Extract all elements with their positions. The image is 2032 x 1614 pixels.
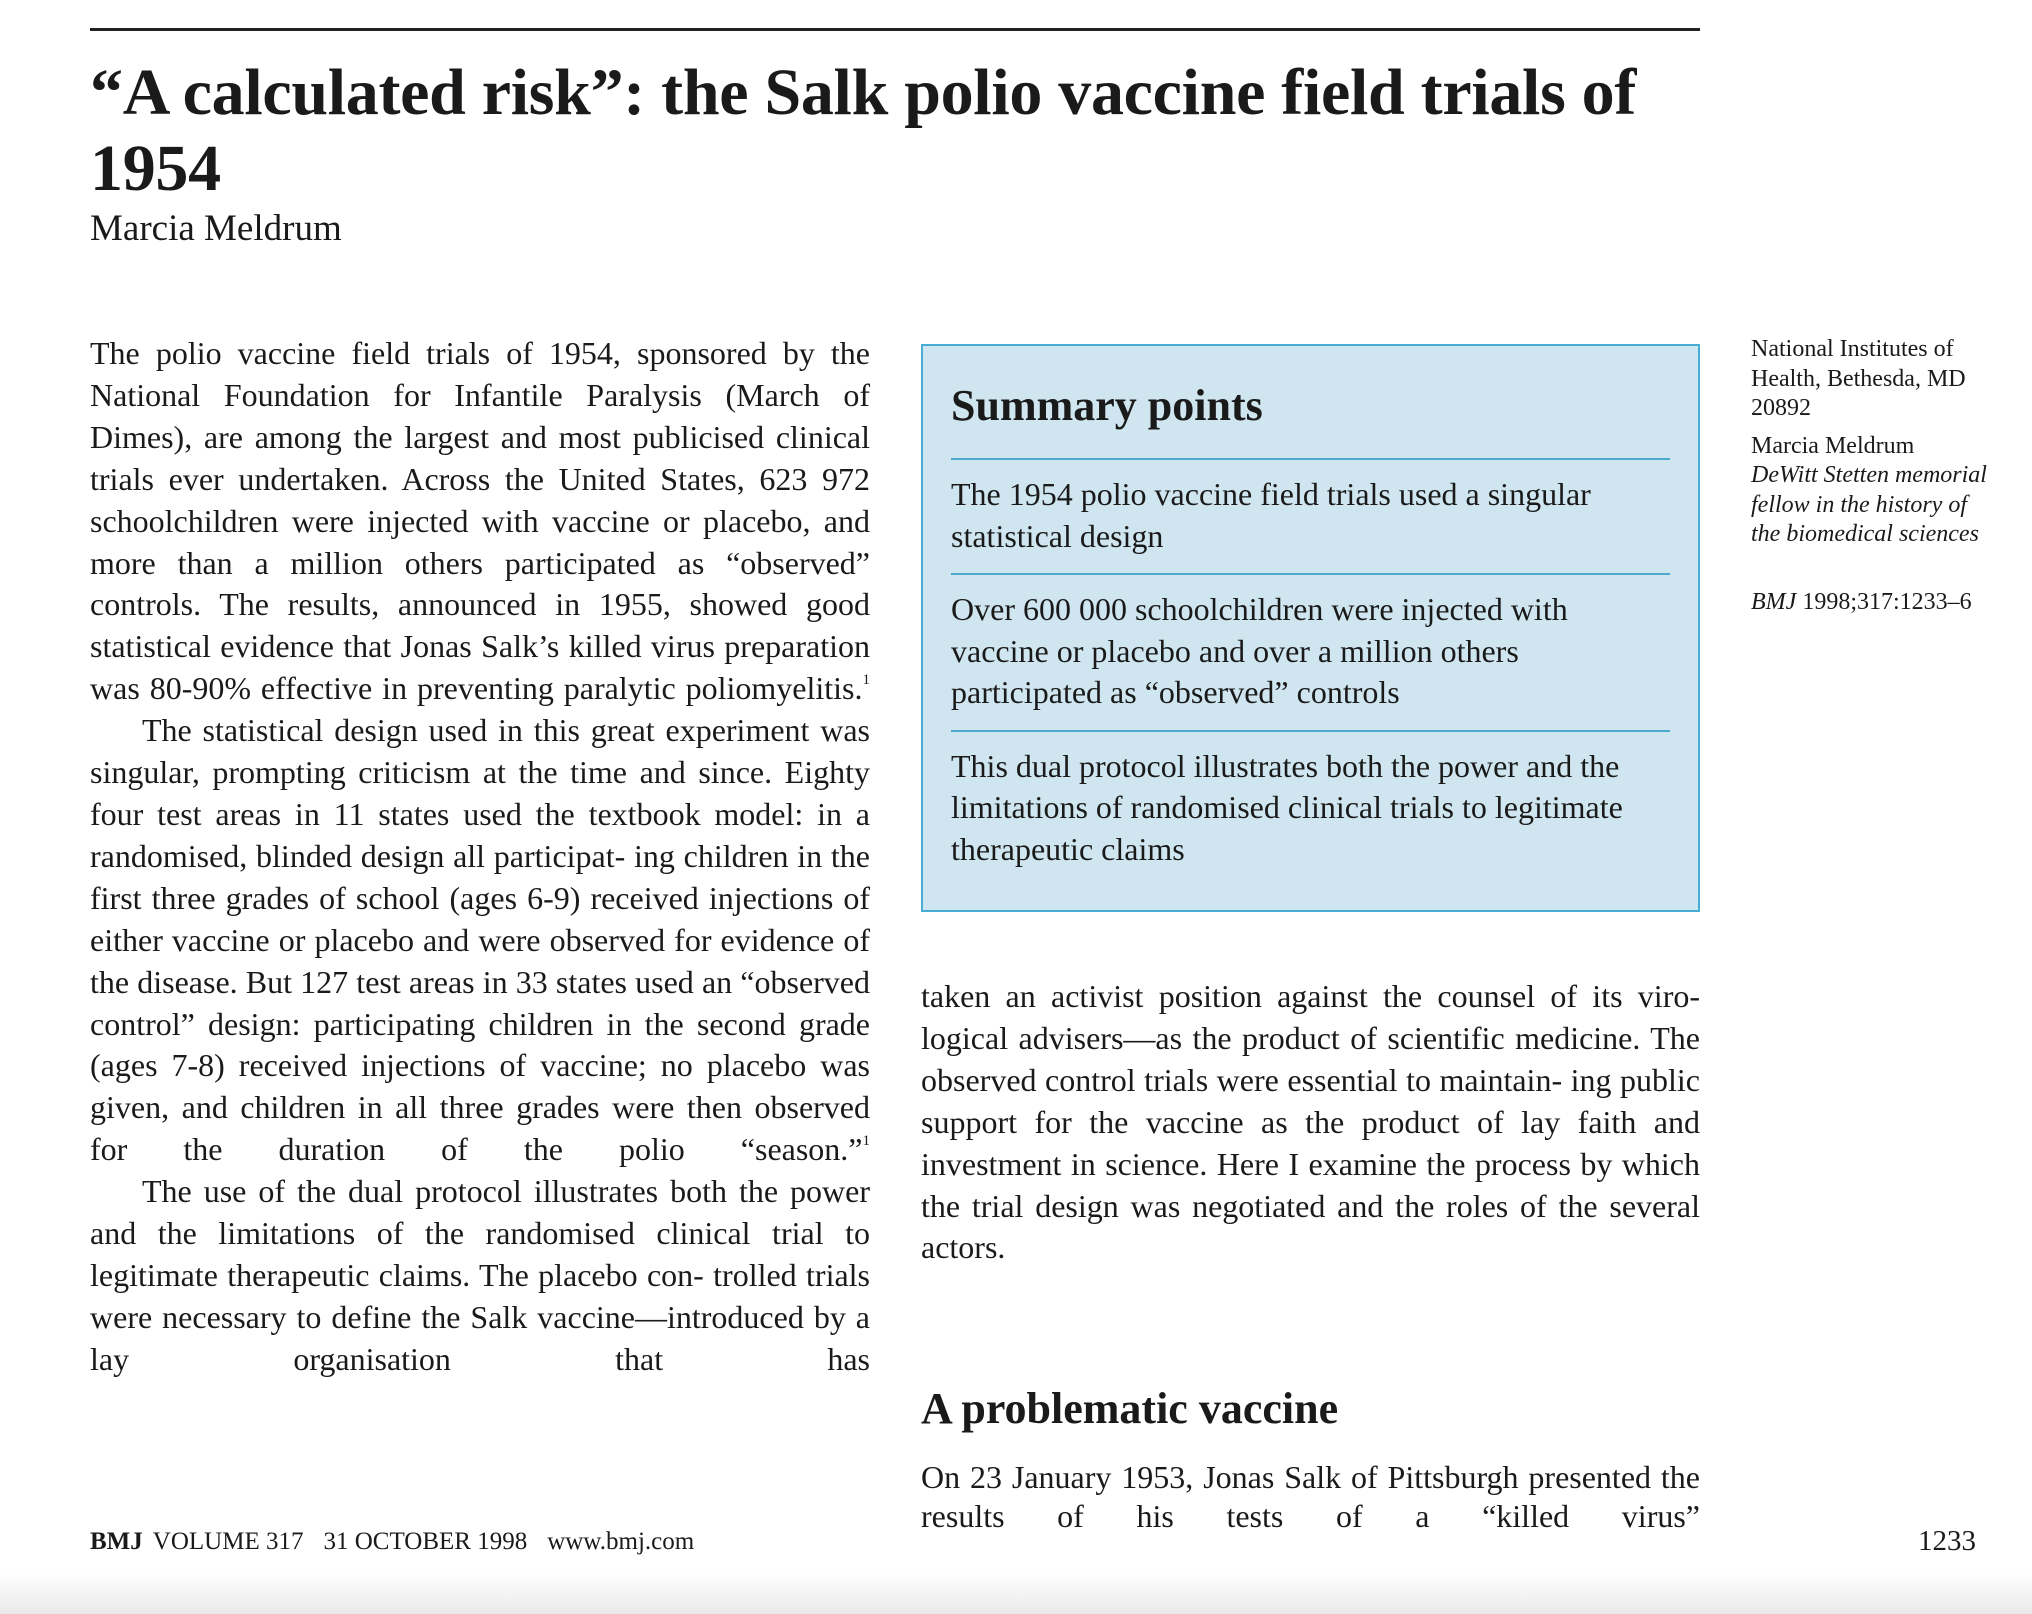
footer-journal: BMJ (90, 1528, 143, 1555)
body-paragraph-3: The use of the dual protocol illustrates both the power and the limitations of the randomised clinical trial to legitimate therapeutic claims. The placebo con- trolled trials were necessary to define the Salk vaccine—introduced by a lay organisation that has (90, 1173, 870, 1377)
body-paragraph-2 (90, 710, 870, 1171)
sidebar (1751, 335, 1991, 617)
summary-box (921, 344, 1700, 912)
article-author: Marcia Meldrum (90, 208, 342, 249)
summary-list (951, 458, 1670, 886)
page-bottom-shade (0, 1574, 2032, 1614)
citation-reference: 1998;317:1233–6 (1802, 588, 1972, 615)
footer-date: 31 OCTOBER 1998 (323, 1528, 528, 1555)
author-affiliation: National Institutes of Health, Bethesda, MD 20892 (1751, 336, 1966, 421)
body-paragraph-3-continued: taken an activist position against the counsel of its viro- logical advisers—as the product of scientific medicine. The observed control trials were essential to maintain- ing public support for the vaccine as the product of lay faith and investment in science. Here I examine the process by which the trial design was negotiated and the roles of the several actors. (921, 978, 1700, 1266)
summary-point: This dual protocol illustrates both the power and the limitations of randomised clinical trials to legitimate therapeutic claims (951, 730, 1670, 887)
page-number: 1233 (1918, 1525, 1976, 1557)
section-problematic-vaccine (921, 1384, 1700, 1536)
sidebar-author-role: DeWitt Stetten memorial fellow in the history of the biomedical sciences (1751, 462, 1987, 547)
footer-volume: VOLUME 317 (152, 1528, 304, 1555)
footer-website-link[interactable]: www.bmj.com (547, 1528, 695, 1555)
citation (1751, 588, 1991, 618)
summary-point: Over 600 000 schoolchildren were injected with vaccine or placebo and over a million others participated as “observed” controls (951, 573, 1670, 730)
reference-link[interactable]: 1 (862, 1133, 870, 1150)
citation-journal: BMJ (1751, 588, 1797, 615)
body-column-left (90, 333, 870, 1381)
sidebar-author-name: Marcia Meldrum (1751, 432, 1915, 459)
top-rule (90, 28, 1700, 31)
paragraph-text: The statistical design used in this great experiment was singular, prompting criticism at the time and since. Eighty four test areas in 11 states used the textbook model: in a randomised, blinded design all participat- ing children in the first three grades of school (ages 6-9) received injections of either vaccine or placebo and were observed for evidence of the disease. But 127 test areas in 33 states used an “observed control” design: participating children in the second grade (ages 7-8) received injections of vaccine; no placebo was given, and children in all three grades were then observed for the duration of the polio “season.” (90, 712, 870, 1168)
reference-link[interactable]: 1 (862, 672, 870, 689)
page-footer (90, 1526, 714, 1558)
article-title: “A calculated risk”: the Salk polio vaccine field trials of 1954 (90, 56, 1637, 205)
summary-title: Summary points (951, 381, 1263, 430)
body-paragraph-1 (90, 333, 870, 710)
summary-point: The 1954 polio vaccine field trials used a singular statistical design (951, 458, 1670, 573)
body-column-right (921, 976, 1700, 1269)
body-paragraph-4: On 23 January 1953, Jonas Salk of Pittsburgh presented the results of his tests of a “killed virus” (921, 1459, 1700, 1534)
section-heading: A problematic vaccine (921, 1384, 1339, 1433)
paragraph-text: The polio vaccine field trials of 1954, sponsored by the National Foundation for Infantile Paralysis (March of Dimes), are among the largest and most publicised clinical trials ever undertaken. Across the United States, 623 972 schoolchildren were injected with vaccine or placebo, and more than a million others participated as “observed” controls. The results, announced in 1955, showed good statistical evidence that Jonas Salk’s killed virus preparation was 80-90% effective in preventing paralytic poliomyelitis. (90, 335, 870, 707)
